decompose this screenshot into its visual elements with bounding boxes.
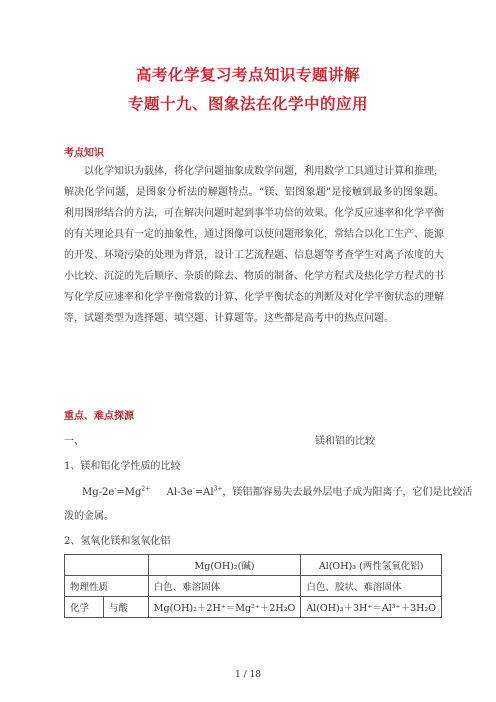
table-cell: 白色、胶状、难溶固体 bbox=[301, 576, 442, 597]
hydroxide-comparison-table bbox=[64, 554, 442, 618]
page-title: 高考化学复习考点知识专题讲解 bbox=[135, 65, 360, 84]
part-title: 镁和铝的比较 bbox=[315, 436, 375, 447]
table-cell: 与酸 bbox=[104, 597, 149, 618]
table-header-cell: Al(OH)₃ (两性氢氧化铝) bbox=[301, 555, 442, 576]
part-number: 一、 bbox=[64, 436, 84, 447]
section-heading-kaodian: 考点知识 bbox=[64, 148, 104, 159]
table-cell: Al(OH)₃＋3H⁺＝Al³⁺＋3H₂O bbox=[301, 597, 442, 618]
section-heading-zhongdian: 重点、难点探源 bbox=[64, 411, 134, 422]
table-header-row bbox=[65, 555, 442, 576]
item1-description: ，镁铝都容易失去最外层电子成为阳离子，它们是比较活 bbox=[222, 487, 473, 498]
table-row bbox=[65, 597, 442, 618]
page-subtitle: 专题十九、图象法在化学中的应用 bbox=[127, 94, 368, 113]
al-equation: $Al-3e^-=Al^{3+}$ bbox=[166, 485, 223, 498]
page-indicator: 1 / 18 bbox=[235, 670, 261, 680]
table-header-cell bbox=[65, 555, 149, 576]
table-cell: Mg(OH)₂＋2H⁺＝Mg²⁺＋2H₂O bbox=[148, 597, 301, 618]
item1-description-cont: 泼的金属。 bbox=[64, 511, 114, 522]
item1-equation-line bbox=[82, 483, 472, 498]
item1-title: 1、镁和铝化学性质的比较 bbox=[64, 461, 181, 472]
table-cell: 白色、难溶固体 bbox=[148, 576, 301, 597]
table-header-cell: Mg(OH)₂(碱) bbox=[148, 555, 301, 576]
table-row bbox=[65, 576, 442, 597]
mg-equation: $Mg-2e^-=Mg^{2+}$ bbox=[82, 485, 151, 498]
table-cell: 物理性质 bbox=[65, 576, 149, 597]
table-cell: 化学 bbox=[65, 597, 104, 618]
item2-title: 2、氢氧化镁和氢氧化铝 bbox=[64, 536, 171, 547]
kaodian-paragraph: 以化学知识为载体，将化学问题抽象成数学问题，利用数学工具通过计算和推理，解决化学问题，是图象分析法的解题特点。“镁、铝图象题”是接触到最多的图象题。利用图形结合的方法，可在解决问题时起到事半功倍的效果。化学反应速率和化学平衡的有关理论具有一定的抽象性，通过图像可以使问题形象化，常结合以化工生产、能源的开发、环境污染的处理为背景，设计工艺流程题、信息题等考查学生对离子浓度的大小比较、沉淀的先后顺序、杂质的除去、物质的制备、化学方程式及热化学方程式的书写化学反应速率和化学平衡常数的计算、化学平衡状态的判断及对化学平衡状态的理解等，试题类型为选择题、填空题、计算题等。这些都是高考中的热点问题。 bbox=[64, 166, 444, 324]
